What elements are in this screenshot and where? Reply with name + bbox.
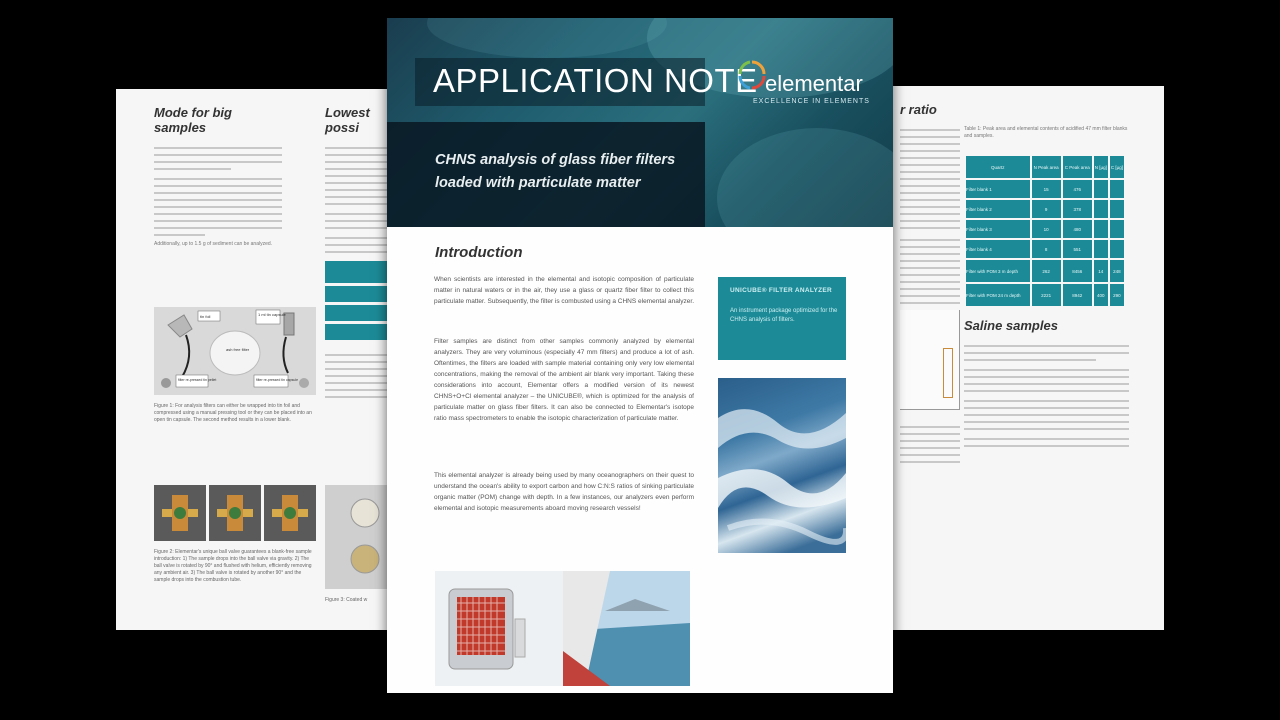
fig1-label-capsule: filter re-pressed tin capsule [256,378,299,382]
figure-2-ball-valve-photos [154,485,316,541]
introduction-heading: Introduction [435,244,523,261]
saline-section [964,318,1129,452]
left-col2-heading: Lowest possi [325,105,370,135]
ocean-waves-photo [718,378,846,553]
teal-box-title: UNICUBE® FILTER ANALYZER [730,287,833,294]
intro-paragraph-3: This elemental analyzer is already being used by many oceanographers on their quest to understand the ocean's ability to export carbon and how C:N:S ratios of sinking particulate organic matter (POM) change with depth. In a few instances, our analyzers even perform elemental and isotopic measurements aboard moving research vessels! [434,472,694,512]
left-col1-text-block [154,147,282,236]
fig1-label-tin-capsule: 1 ml tin capsule [258,312,286,317]
table-row: Filter blank 4 8 551 [966,240,1124,258]
fig1-label-pellet: filter re-pressed tin pellet [178,378,217,382]
figure-2-caption: Figure 2: Elementar's unique ball valve guarantees a blank-free sample introduction: 1) The sample drops into the ball valve via gravity. 2) The ball valve is rotated by 90° and flushed with helium, efficiently removing any ambient air. 3) The ball valve is rotated by another 90° and the sample drops into the combustion tube. [154,549,312,583]
left-column-1 [154,105,282,248]
right-col1-heading: r ratio [900,102,937,117]
table-row: Filter blank 3 10 480 [966,220,1124,238]
intro-paragraph-2: Filter samples are distinct from other samples commonly analyzed by elemental analyzers. They are very voluminous (especially 47 mm filters) and produce a lot of ash. Oftentimes, the filters are loaded with sample material containing only very low elemental concentrations, making the removal of the ambient air blank very important. Taking these considerations into account, Elementar offers a modified version of its newest CHNS+O+Cl elemental analyzer – the UNICUBE®, which is optimized for the analysis of particulate matter on glass fiber filters. It can also be connected to Elementar's isotope ratio mass spectrometers to enable the isotopic characterization of particulate matter. [434,338,694,422]
figure-3-caption: Figure 3: Coated w [325,597,368,603]
figure-1-filters-photo [154,307,316,395]
elementar-logo [737,56,887,126]
front-application-note-page [387,18,893,693]
elementar-logo-icon [737,58,767,94]
right-column-1 [900,102,960,468]
left-background-page [116,89,406,630]
saline-heading: Saline samples [964,318,1058,333]
peak-area-table [964,154,1126,308]
right-background-page [892,86,1164,630]
document-subtitle: CHNS analysis of glass fiber filters loaded with particulate matter [435,152,676,191]
intro-paragraph-1: When scientists are interested in the elemental and isotopic composition of particulate matter in natural waters or in the air, they use a glass or quartz fiber filter to collect this particulate matter. Subsequently, the filter is combusted using a CHNS elemental analyzer. [434,276,695,305]
left-col1-note: Additionally, up to 1.5 g of sediment can be analyzed. [154,241,273,247]
brand-tagline: EXCELLENCE IN ELEMENTS [753,98,870,105]
table-header-row: Quartz N Peak area C Peak area N [µg] C [µg] [966,156,1124,178]
right-column-2 [964,126,1129,140]
analyzer-and-ship-photo [435,571,690,686]
table-row: Filter blank 2 9 378 [966,200,1124,218]
table-row: Filter with POM 24 m depth 2221 8942 400 290 [966,284,1124,306]
unicube-filter-analyzer-box [718,277,846,360]
brand-name: elementar [765,71,863,96]
figure-1-caption: Figure 1: For analysis filters can either be wrapped into tin foil and compressed using a manual pressing tool or they can be placed into an open tin capsule. The second method results in a lower blank. [154,403,312,423]
application-note-title: APPLICATION NOTE [433,62,758,99]
left-col1-heading: Mode for big samples [154,105,232,135]
header-ocean-banner [387,18,893,227]
fig1-label-ash-free-filter: ash free filter [226,347,250,352]
right-partial-chart [900,310,960,410]
table-1-caption: Table 1: Peak area and elemental contents of acidified 47 mm filter blanks and samples. [964,126,1128,139]
table-row: Filter with POM 3 m depth 262 8456 14 248 [966,260,1124,282]
teal-box-text: An instrument package optimized for the CHNS analysis of filters. [730,308,838,323]
table-row: Filter blank 1 15 476 [966,180,1124,198]
fig1-label-tin-foil: tin foil [200,314,211,319]
